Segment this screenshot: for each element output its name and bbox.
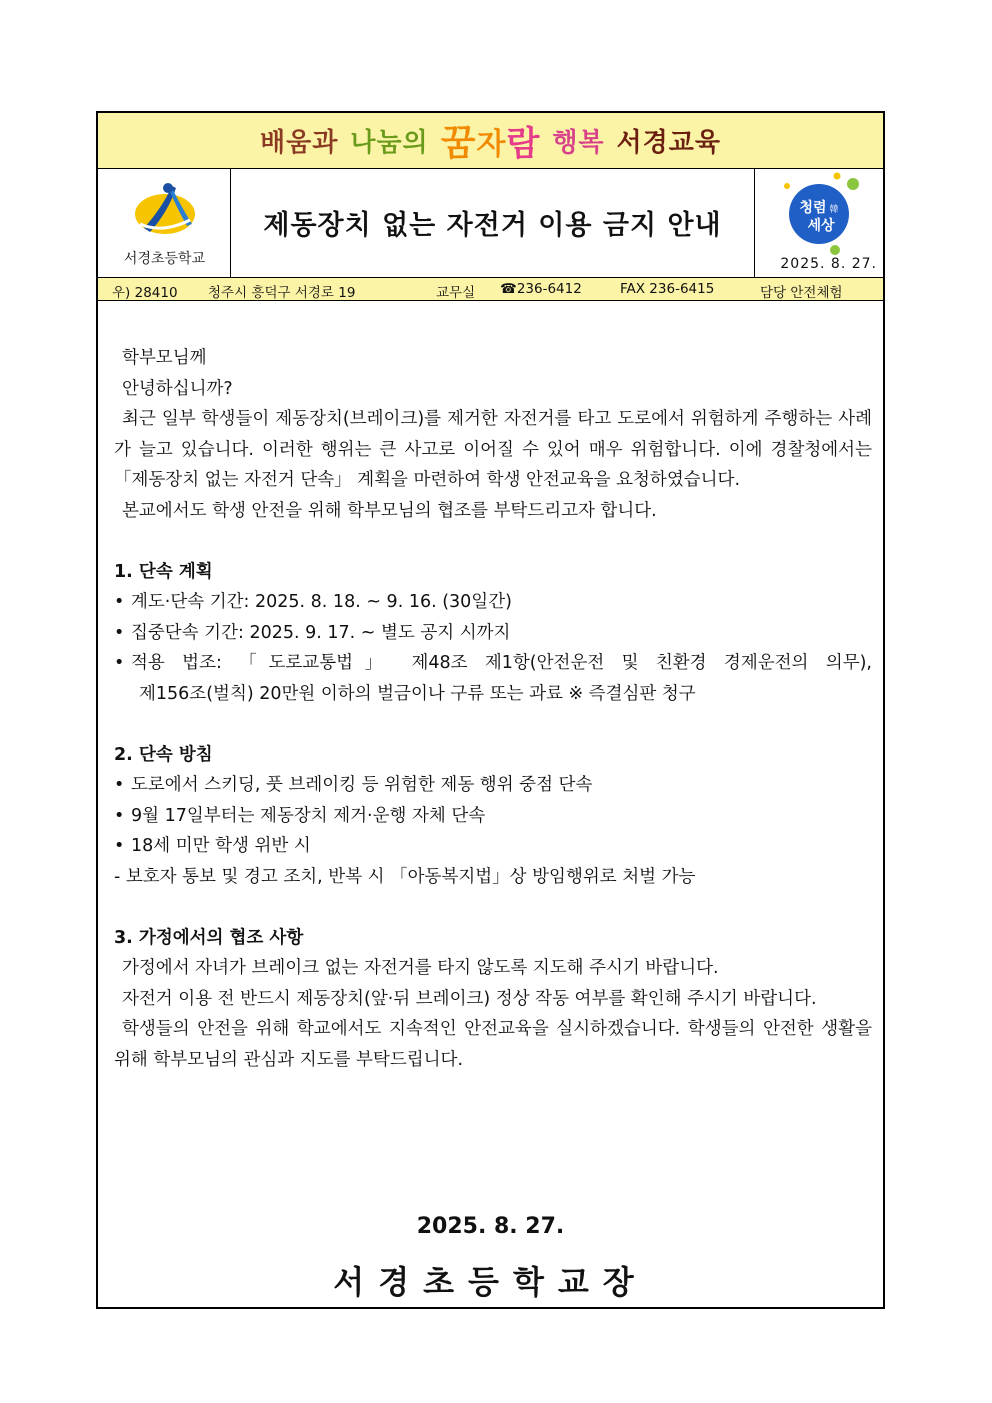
list-item	[114, 648, 872, 679]
request-paragraph: 본교에서도 학생 안전을 위해 학부모님의 협조를 부탁드리고자 합니다.	[122, 500, 657, 521]
section2-item4: - 보호자 통보 및 경고 조치, 반복 시 「아동복지법」상 방임행위로 처벌 가능	[114, 866, 696, 887]
slogan-banner	[98, 113, 883, 169]
section3-para3: 학생들의 안전을 위해 학교에서도 지속적인 안전교육을 실시하겠습니다. 학생들의 안전한 생활을 위해 학부모님의 관심과 지도를 부탁드립니다.	[114, 1019, 872, 1070]
section1-item2: 집중단속 기간: 2025. 9. 17. ~ 별도 공지 시까지	[131, 622, 511, 643]
fax-number: FAX 236-6415	[620, 281, 715, 297]
greeting: 학부모님께	[122, 348, 207, 368]
manager-info: 담당 안전체험	[760, 285, 843, 301]
list-item	[114, 770, 872, 801]
slogan-part3c: 람	[506, 124, 541, 164]
list-item	[114, 618, 872, 649]
school-name: 서경초등학교	[123, 251, 206, 267]
document-date: 2025. 8. 27.	[780, 256, 877, 272]
list-item	[114, 801, 872, 832]
bullet-icon: •	[114, 836, 125, 856]
emblem-date-cell	[755, 168, 885, 277]
section2-title: 2. 단속 방침	[114, 744, 213, 765]
section1-item3-line2: 제156조(벌칙) 20만원 이하의 벌금이나 구류 또는 과료 ※ 즉결심판 청구	[139, 683, 696, 704]
bullet-icon: •	[114, 653, 125, 673]
section1-item3-line1: 적용 법조: 「도로교통법」 제48조 제1항(안전운전 및 친환경 경제운전의 의무),	[131, 653, 872, 673]
section2-item1: 도로에서 스키딩, 풋 브레이킹 등 위험한 제동 행위 중점 단속	[131, 775, 593, 795]
bullet-icon: •	[114, 775, 125, 795]
intro-paragraph: 최근 일부 학생들이 제동장치(브레이크)를 제거한 자전거를 타고 도로에서 위험하게 주행하는 사례가 늘고 있습니다. 이러한 행위는 큰 사고로 이어질 수 있어 매우 위험합니다. 이에 경찰청에서는 「제동장치 없는 자전거 단속」 계획을 마련하여 학생 안전교육을 요청하였습니다.	[114, 409, 872, 490]
principal-signature: 서경초등학교장	[333, 1263, 648, 1301]
slogan-part5: 서경교육	[616, 128, 722, 158]
list-item	[114, 587, 872, 618]
slogan-part4: 행복	[552, 128, 605, 158]
school-logo-cell	[98, 168, 231, 277]
section3-title: 3. 가정에서의 협조 사항	[114, 927, 304, 948]
section1-item1: 계도·단속 기간: 2025. 8. 18. ~ 9. 16. (30일간)	[131, 592, 512, 612]
footer-date: 2025. 8. 27.	[416, 1214, 565, 1239]
bullet-icon: •	[114, 622, 125, 643]
integrity-emblem-icon	[779, 172, 865, 256]
section1-title: 1. 단속 계획	[114, 561, 213, 582]
school-logo-icon	[132, 178, 198, 238]
section3-para2: 자전거 이용 전 반드시 제동장치(앞·뒤 브레이크) 정상 작동 여부를 확인해 주시기 바랍니다.	[122, 988, 817, 1009]
letterhead	[98, 168, 883, 278]
bullet-icon: •	[114, 805, 125, 826]
document-title: 제동장치 없는 자전거 이용 금지 안내	[231, 168, 755, 277]
slogan-part1: 배움과	[259, 128, 339, 158]
postal-code: 우) 28410	[112, 285, 178, 301]
slogan-part3b: 자	[476, 126, 507, 162]
document-frame	[96, 111, 885, 1309]
hello-line: 안녕하십니까?	[122, 378, 233, 399]
slogan-part3a: 꿈	[440, 123, 477, 164]
office-label: 교무실	[436, 285, 476, 301]
school-address: 청주시 흥덕구 서경로 19	[208, 285, 356, 301]
section3-para1: 가정에서 자녀가 브레이크 없는 자전거를 타지 않도록 지도해 주시기 바랍니다.	[122, 958, 719, 978]
section2-item3: 18세 미만 학생 위반 시	[131, 836, 311, 856]
letter-body	[114, 343, 872, 1075]
slogan-part2: 나눔의	[350, 128, 429, 158]
office-phone: ☎236-6412	[500, 281, 582, 297]
emblem-text-bottom: 세상	[807, 218, 835, 234]
contact-info-bar	[98, 278, 883, 301]
emblem-text-mid: 韓	[829, 205, 839, 215]
emblem-text-top: 청렴	[799, 200, 827, 216]
list-item	[114, 831, 872, 862]
bullet-icon: •	[114, 592, 125, 612]
section2-item2: 9월 17일부터는 제동장치 제거·운행 자체 단속	[131, 805, 486, 826]
